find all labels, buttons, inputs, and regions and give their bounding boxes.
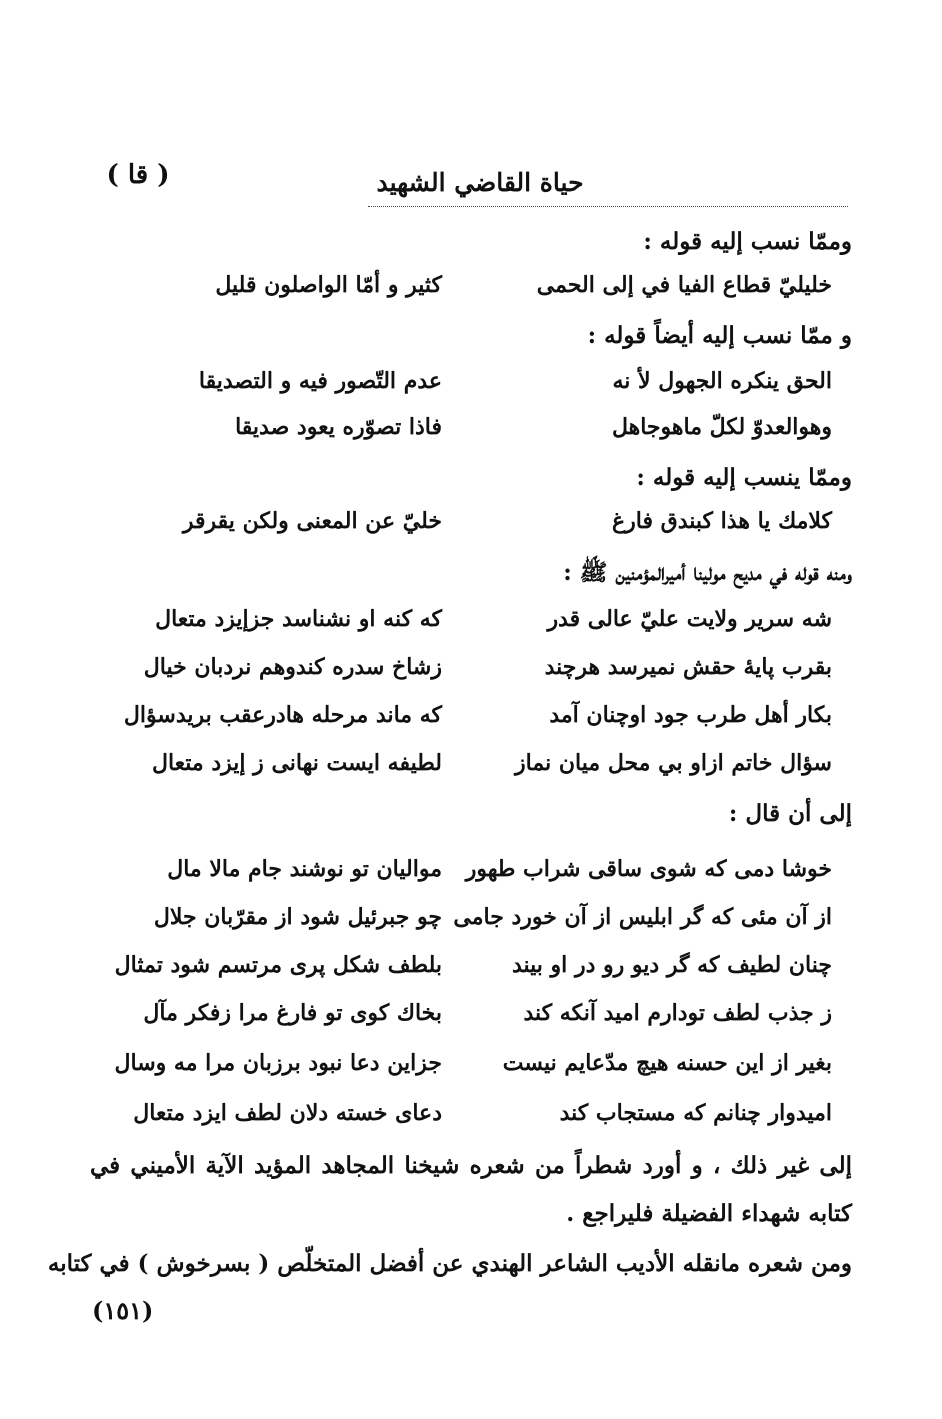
section-page-marker: ( قا ) <box>106 160 170 190</box>
verse-second-hemistich: مواليان تو نوشند جام مالا مال <box>167 856 442 882</box>
verse-first-hemistich: خوشا دمى كه شوى ساقى شراب طهور <box>465 856 832 882</box>
verse-second-hemistich: جزاين دعا نبود برزبان مرا مه وسال <box>114 1050 442 1076</box>
page-number: (١٥١) <box>92 1296 154 1325</box>
intro-line: إلى أن قال : <box>728 800 852 827</box>
verse-second-hemistich: چو جبرئيل شود از مقرّبان جلال <box>153 904 442 930</box>
verse-second-hemistich: بخاك كوى تو فارغ مرا زفكر مآل <box>143 1000 442 1026</box>
intro-line: ومنه قوله في مديح مولينا أميرالمؤمنين ﷺ : <box>563 559 852 586</box>
intro-line: كتابه شهداء الفضيلة فليراجع . <box>566 1200 852 1227</box>
verse-first-hemistich: الحق ينكره الجهول لأ نه <box>612 368 832 394</box>
prose-line: إلى غير ذلك ، و أورد شطراً من شعره شيخنا المجاهد المؤيد الآية الأميني في <box>90 1152 852 1179</box>
verse-first-hemistich: بقرب پايهٔ حقش نميرسد هرچند <box>544 654 832 680</box>
verse-second-hemistich: لطيفه ايست نهانى ز إيزد متعال <box>151 750 442 776</box>
verse-first-hemistich: شه سرير ولايت عليّ عالى قدر <box>547 606 832 632</box>
verse-first-hemistich: كلامك يا هذا كبندق فارغ <box>612 508 832 534</box>
verse-second-hemistich: خليّ عن المعنى ولكن يقرقر <box>182 508 442 534</box>
verse-first-hemistich: ز جذب لطف تودارم اميد آنكه كند <box>523 1000 832 1026</box>
verse-first-hemistich: اميدوار چنانم كه مستجاب كند <box>559 1100 832 1126</box>
verse-first-hemistich: خليليّ قطاع الفيا في إلى الحمى <box>536 272 832 298</box>
verse-second-hemistich: كثير و أمّا الواصلون قليل <box>215 272 442 298</box>
verse-second-hemistich: زشاخ سدره كندوهم نردبان خيال <box>143 654 442 680</box>
verse-second-hemistich: دعاى خسته دلان لطف ايزد متعال <box>133 1100 442 1126</box>
running-title: حياة القاضي الشهيد <box>376 168 584 197</box>
verse-second-hemistich: كه ماند مرحله هادرعقب بريدسؤال <box>123 702 442 728</box>
verse-first-hemistich: بغير از اين حسنه هيچ مدّعايم نيست <box>502 1050 832 1076</box>
verse-first-hemistich: چنان لطيف كه گر ديو رو در او بيند <box>511 952 832 978</box>
verse-second-hemistich: بلطف شكل پرى مرتسم شود تمثال <box>114 952 442 978</box>
verse-first-hemistich: وهوالعدوّ لكلّ ماهوجاهل <box>611 414 832 440</box>
header-rule <box>368 206 848 207</box>
verse-first-hemistich: بكار أهل طرب جود اوچنان آمد <box>549 702 832 728</box>
verse-second-hemistich: فاذا تصوّره يعود صديقا <box>235 414 442 440</box>
verse-second-hemistich: عدم التّصور فيه و التصديقا <box>198 368 442 394</box>
verse-first-hemistich: سؤال خاتم ازاو بي محل ميان نماز <box>515 750 832 776</box>
prose-line: ومن شعره مانقله الأديب الشاعر الهندي عن أفضل المتخلّص ( بسرخوش ) في كتابه <box>47 1250 852 1277</box>
verse-first-hemistich: از آن مئى كه گر ابليس از آن خورد جامى <box>453 904 832 930</box>
intro-line: و ممّا نسب إليه أيضاً قوله : <box>587 322 852 349</box>
intro-line: وممّا ينسب إليه قوله : <box>636 464 852 491</box>
intro-line: وممّا نسب إليه قوله : <box>643 228 852 255</box>
verse-second-hemistich: كه كنه او نشناسد جزإيزد متعال <box>155 606 442 632</box>
